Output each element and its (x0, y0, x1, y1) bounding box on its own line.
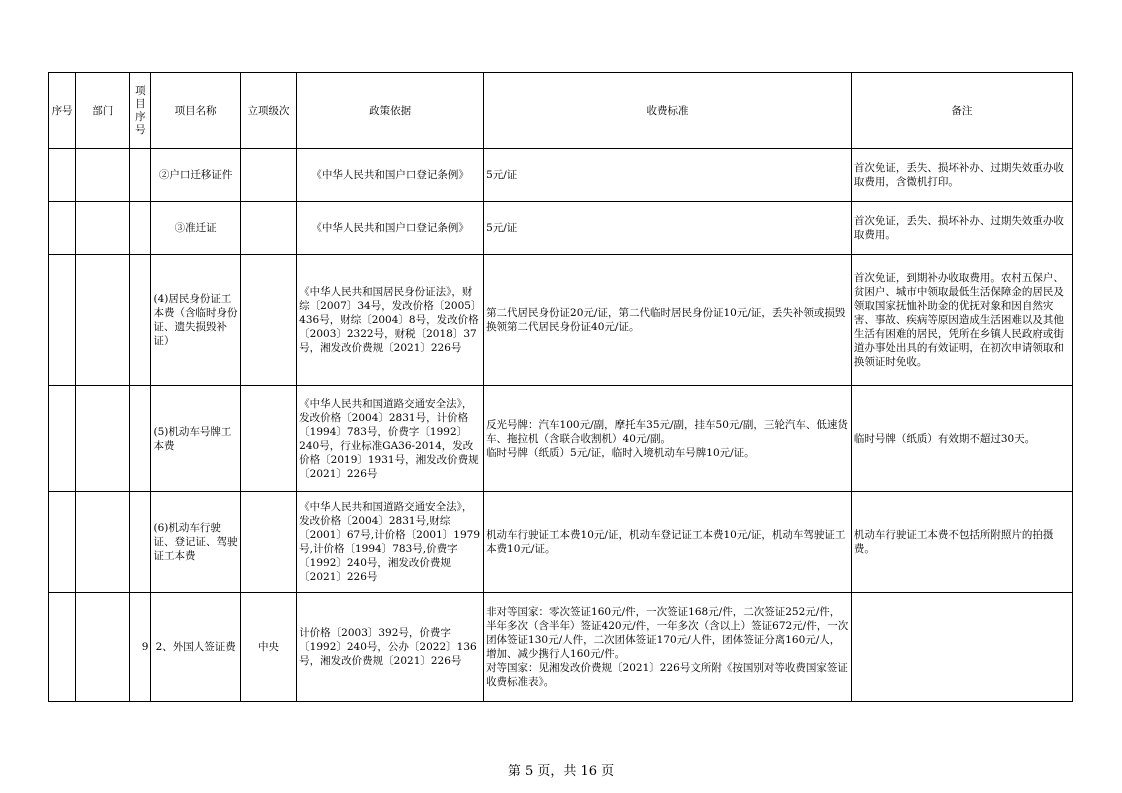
cell-item-name: ③准迁证 (151, 202, 240, 255)
cell-standard: 机动车行驶证工本费10元/证，机动车登记证工本费10元/证，机动车驾驶证工本费10元/证。 (484, 492, 852, 593)
table-row (49, 149, 1073, 202)
cell-item-seq: 9 (130, 593, 151, 702)
cell-remark: 首次免证，到期补办收取费用。农村五保户、贫困户、城市中领取最低生活保障金的居民及领取国家抚恤补助金的优抚对象和因自然灾害、事故、疾病等原因造成生活困难以及其他生活有困难的居民，凭所在乡镇人民政府或街道办事处出具的有效证明，在初次申请领取和换领证时免收。 (851, 255, 1072, 386)
header-standard: 收费标准 (484, 73, 852, 149)
header-policy: 政策依据 (297, 73, 484, 149)
cell-level: 中央 (240, 593, 296, 702)
cell-level (240, 255, 296, 386)
table-row (49, 202, 1073, 255)
cell-item-name: (6)机动车行驶证、登记证、驾驶证工本费 (151, 492, 240, 593)
cell-item-seq (130, 255, 151, 386)
cell-remark: 临时号牌（纸质）有效期不超过30天。 (851, 386, 1072, 492)
cell-remark: 首次免证，丢失、损坏补办、过期失效重办收取费用。 (851, 202, 1072, 255)
cell-standard: 5元/证 (484, 202, 852, 255)
header-seq: 序号 (49, 73, 76, 149)
page-number: 第 5 页，共 16 页 (507, 764, 615, 779)
cell-item-name: ②户口迁移证件 (151, 149, 240, 202)
cell-dept (76, 255, 130, 386)
header-item-name: 项目名称 (151, 73, 240, 149)
cell-policy: 《中华人民共和国户口登记条例》 (297, 149, 484, 202)
header-remark: 备注 (851, 73, 1072, 149)
cell-level (240, 386, 296, 492)
cell-item-name: (4)居民身份证工本费（含临时身份证、遗失损毁补证） (151, 255, 240, 386)
table-row (49, 593, 1073, 702)
fee-table (48, 72, 1073, 702)
cell-item-seq (130, 202, 151, 255)
table-row (49, 255, 1073, 386)
cell-standard: 第二代居民身份证20元/证，第二代临时居民身份证10元/证，丢失补领或损毁换领第二代居民身份证40元/证。 (484, 255, 852, 386)
cell-standard: 反光号牌：汽车100元/副，摩托车35元/副，挂车50元/副，三轮汽车、低速货车、拖拉机（含联合收割机）40元/副。 临时号牌（纸质）5元/证，临时入境机动车号牌10元/证。 (484, 386, 852, 492)
table-row (49, 492, 1073, 593)
cell-remark: 机动车行驶证工本费不包括所附照片的拍摄费。 (851, 492, 1072, 593)
header-row (49, 73, 1073, 149)
cell-item-name: 2、外国人签证费 (151, 593, 240, 702)
cell-item-seq (130, 386, 151, 492)
cell-remark: 首次免证，丢失、损坏补办、过期失效重办收取费用，含微机打印。 (851, 149, 1072, 202)
cell-item-seq (130, 492, 151, 593)
cell-seq (49, 255, 76, 386)
cell-level (240, 492, 296, 593)
cell-seq (49, 492, 76, 593)
cell-seq (49, 386, 76, 492)
header-level: 立项级次 (240, 73, 296, 149)
header-item-seq: 项目序号 (130, 73, 151, 149)
table-row (49, 386, 1073, 492)
cell-item-seq (130, 149, 151, 202)
cell-policy: 计价格〔2003〕392号，价费字〔1992〕240号，公办〔2022〕136号，湘发改价费规〔2021〕226号 (297, 593, 484, 702)
cell-dept (76, 492, 130, 593)
cell-standard: 5元/证 (484, 149, 852, 202)
cell-dept (76, 202, 130, 255)
cell-policy: 《中华人民共和国道路交通安全法》，发改价格〔2004〕2831号,财综〔2001〕67号,计价格〔2001〕1979号,计价格〔1994〕783号,价费字〔1992〕240号，湘发改价费规〔2021〕226号 (297, 492, 484, 593)
cell-seq (49, 202, 76, 255)
header-dept: 部门 (76, 73, 130, 149)
cell-policy: 《中华人民共和国户口登记条例》 (297, 202, 484, 255)
cell-dept (76, 149, 130, 202)
cell-item-name: (5)机动车号牌工本费 (151, 386, 240, 492)
cell-remark (851, 593, 1072, 702)
cell-standard: 非对等国家：零次签证160元/件，一次签证168元/件，二次签证252元/件，半年多次（含半年）签证420元/件，一年多次（含以上）签证672元/件，一次团体签证130元/人件，二次团体签证170元/人件，团体签证分离160元/人，增加、减少携行人160元/件。 对等国家：见湘发改价费规〔2021〕226号文所附《按国别对等收费国家签证收费标准表》。 (484, 593, 852, 702)
cell-dept (76, 386, 130, 492)
cell-dept (76, 593, 130, 702)
cell-policy: 《中华人民共和国居民身份证法》，财综〔2007〕34号，发改价格〔2005〕436号，财综〔2004〕8号，发改价格〔2003〕2322号，财税〔2018〕37号，湘发改价费规〔2021〕226号 (297, 255, 484, 386)
cell-level (240, 202, 296, 255)
cell-policy: 《中华人民共和国道路交通安全法》，发改价格〔2004〕2831号，计价格〔1994〕783号，价费字〔1992〕240号，行业标准GA36-2014，发改价格〔2019〕1931号，湘发改价费规〔2021〕226号 (297, 386, 484, 492)
cell-seq (49, 593, 76, 702)
cell-level (240, 149, 296, 202)
cell-seq (49, 149, 76, 202)
